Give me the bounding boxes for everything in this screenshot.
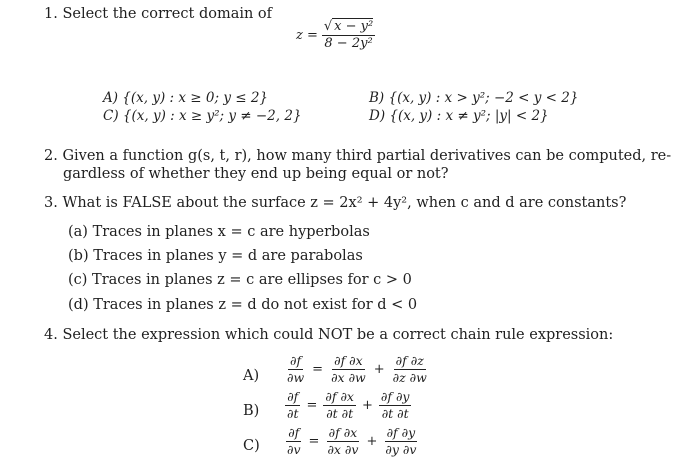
q2-line1: 2. Given a function g(s, t, r), how many third partial derivatives can be computed, re- xyxy=(44,148,672,164)
q3-item-d[interactable]: (d) Traces in planes z = d do not exist for d < 0 xyxy=(68,297,418,313)
q4-a-term2-num: ∂f ∂z xyxy=(395,353,424,368)
q4-option-b-label[interactable]: B) xyxy=(243,403,260,419)
q1-option-d[interactable]: D) {(x, y) : x ≠ y²; |y| < 2} xyxy=(369,108,549,124)
q4-option-a-label[interactable]: A) xyxy=(243,368,260,384)
q1-option-a[interactable]: A) {(x, y) : x ≥ 0; y ≤ 2} xyxy=(103,90,269,106)
q1-numerator xyxy=(322,20,375,36)
q4-a-lhs-den: ∂w xyxy=(287,369,305,385)
q4-b-term2-num: ∂f ∂y xyxy=(380,389,410,404)
q4-option-b-expression xyxy=(285,390,411,421)
q4-a-term1-den: ∂x ∂w xyxy=(331,369,366,385)
plus-sign: + xyxy=(373,361,385,377)
q4-c-lhs-den: ∂v xyxy=(287,441,301,457)
q1-function xyxy=(296,20,375,52)
equals-sign: = xyxy=(306,397,318,413)
q4-c-term2-den: ∂y ∂v xyxy=(385,441,417,457)
q1-denominator: 8 − 2y² xyxy=(324,36,373,52)
q4-c-term2-num: ∂f ∂y xyxy=(386,425,416,440)
equals-sign: = xyxy=(308,433,320,449)
q4-c-term1-num: ∂f ∂x xyxy=(328,425,358,440)
q1-lhs: z = xyxy=(296,28,318,44)
q4-a-lhs-num: ∂f xyxy=(290,353,302,368)
q4-b-lhs-den: ∂t xyxy=(287,405,299,421)
sqrt-icon: √ xyxy=(323,19,333,34)
q2-line2: gardless of whether they end up being equal or not? xyxy=(63,166,449,182)
q4-a-term1-num: ∂f ∂x xyxy=(334,353,363,368)
q4-c-lhs-num: ∂f xyxy=(288,425,300,440)
q4-option-c-expression xyxy=(285,426,418,457)
plus-sign: + xyxy=(366,433,378,449)
q3-item-a[interactable]: (a) Traces in planes x = c are hyperbolas xyxy=(68,224,370,240)
q1-radicand: x − y² xyxy=(334,19,374,34)
q4-title: 4. Select the expression which could NOT be a correct chain rule expression: xyxy=(44,327,614,343)
q4-b-term1-den: ∂t ∂t xyxy=(326,405,354,421)
q1-option-b[interactable]: B) {(x, y) : x > y²; −2 < y < 2} xyxy=(369,90,579,106)
equals-sign: = xyxy=(312,361,324,377)
q4-b-term1-num: ∂f ∂x xyxy=(325,389,354,404)
q4-option-a-expression xyxy=(285,354,429,385)
q1-option-c[interactable]: C) {(x, y) : x ≥ y²; y ≠ −2, 2} xyxy=(103,108,302,124)
plus-sign: + xyxy=(361,397,373,413)
q4-b-term2-den: ∂t ∂t xyxy=(381,405,409,421)
q3-item-c[interactable]: (c) Traces in planes z = c are ellipses for c > 0 xyxy=(68,272,412,288)
q4-option-c-label[interactable]: C) xyxy=(243,438,260,454)
q4-c-term1-den: ∂x ∂v xyxy=(327,441,359,457)
q1-fraction xyxy=(322,20,375,52)
q1-title: 1. Select the correct domain of xyxy=(44,6,273,22)
q4-b-lhs-num: ∂f xyxy=(287,389,299,404)
q4-a-term2-den: ∂z ∂w xyxy=(392,369,427,385)
q3-item-b[interactable]: (b) Traces in planes y = d are parabolas xyxy=(68,248,363,264)
q3-title: 3. What is FALSE about the surface z = 2x² + 4y², when c and d are constants? xyxy=(44,195,627,211)
